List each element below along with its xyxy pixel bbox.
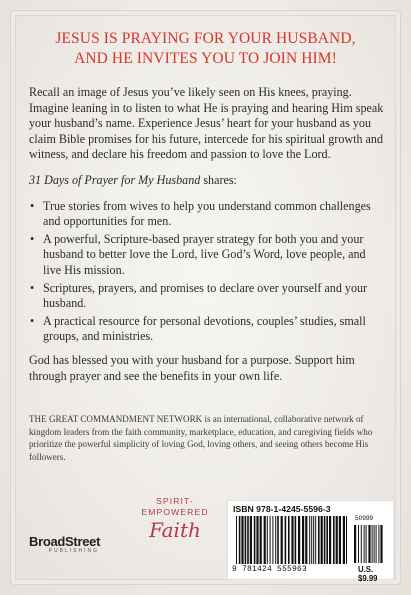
barcode-bar: [366, 525, 367, 563]
barcode-bar: [329, 516, 331, 564]
feature-list: [29, 199, 384, 345]
headline-line-2: AND HE INVITES YOU TO JOIN HIM!: [74, 50, 337, 67]
barcode-extension-bars: [354, 525, 386, 563]
barcode-bar: [256, 516, 258, 564]
barcode-bar: [305, 516, 307, 564]
barcode-bar: [245, 516, 247, 564]
barcode-bar: [368, 525, 370, 563]
barcode-bar: [361, 525, 362, 563]
barcode-bar: [346, 516, 347, 564]
barcode-bar: [264, 516, 266, 564]
barcode-bar: [281, 516, 283, 564]
list-item: • Scriptures, prayers, and promises to declare over yourself and your husband.: [29, 281, 384, 312]
publisher-logo-main: BroadStreet: [29, 534, 101, 549]
series-logo: [138, 496, 212, 541]
book-title: 31 Days of Prayer for My Husband: [29, 172, 201, 187]
barcode-bar: [374, 525, 375, 563]
barcode-bar: [295, 516, 297, 564]
barcode-bar: [267, 516, 268, 564]
barcode-bar: [309, 516, 310, 564]
barcode-bar: [318, 516, 320, 564]
barcode-bar: [336, 516, 338, 564]
barcode-bar: [298, 516, 300, 564]
barcode-bar: [315, 516, 316, 564]
shares-suffix: shares:: [200, 172, 237, 187]
barcode-bar: [288, 516, 290, 564]
barcode-bar: [272, 516, 273, 564]
publisher-logo: [29, 534, 99, 554]
barcode-bar: [291, 516, 293, 564]
barcode-bar: [364, 525, 365, 563]
barcode-bar: [333, 516, 335, 564]
barcode-bar: [326, 516, 328, 564]
barcode-bar: [378, 525, 379, 563]
barcode-bar: [380, 525, 382, 563]
barcode-bar: [250, 516, 252, 564]
network-description: THE GREAT COMMANDMENT NETWORK is an international, collaborative network of kingdom leaders from the faith community, marketplace, education, and caregiving fields who prioritize the powerful simplicity of loving God, loving others, and seeing others become His followers.: [29, 414, 373, 462]
headline-line-1: JESUS IS PRAYING FOR YOUR HUSBAND,: [55, 30, 356, 47]
barcode-bar: [343, 516, 345, 564]
barcode-bars: [236, 516, 348, 564]
barcode-bar: [339, 516, 341, 564]
series-logo-line-1: SPIRIT-: [156, 496, 194, 506]
barcode-bar: [241, 516, 243, 564]
barcode-bar: [270, 516, 271, 564]
barcode-bar: [275, 516, 276, 564]
price: U.S. $9.99: [358, 565, 378, 583]
barcode-bar: [285, 516, 287, 564]
barcode-bar: [313, 516, 314, 564]
barcode-bar: [254, 516, 256, 564]
publisher-logo-sub: PUBLISHING: [48, 548, 99, 554]
barcode-bar: [260, 516, 262, 564]
barcode-bar: [354, 525, 356, 563]
barcode-bar: [376, 525, 377, 563]
barcode-bar: [324, 516, 326, 564]
list-item: • A powerful, Scripture-based prayer strategy for both you and your husband to better love the Lord, live God’s Word, love people, and live His mission.: [29, 232, 384, 279]
closing-paragraph: God has blessed you with your husband for a purpose. Support him through prayer and see the benefits in your own life.: [29, 352, 355, 383]
barcode-digits: 9 781424 555963: [232, 565, 308, 574]
barcode-extension: 50999: [355, 515, 374, 522]
barcode: [227, 500, 394, 583]
barcode-bar: [277, 516, 279, 564]
description: [29, 85, 384, 394]
shares-intro: [29, 173, 384, 189]
barcode-bar: [372, 525, 373, 563]
headline: [22, 29, 389, 69]
list-item: • True stories from wives to help you understand common challenges and opportunities for men.: [29, 199, 384, 230]
barcode-bar: [239, 516, 241, 564]
isbn-label: ISBN 978-1-4245-5596-3: [233, 504, 331, 514]
barcode-bar: [302, 516, 304, 564]
series-logo-line-2: EMPOWERED: [141, 507, 209, 517]
barcode-bar: [247, 516, 249, 564]
barcode-bar: [236, 516, 237, 564]
list-item: • A practical resource for personal devotions, couples’ studies, small groups, and ministries.: [29, 314, 384, 345]
barcode-bar: [311, 516, 312, 564]
barcode-bar: [321, 516, 323, 564]
barcode-bar: [358, 525, 359, 563]
intro-paragraph: Recall an image of Jesus you’ve likely seen on His knees, praying. Imagine leaning in to listen to what He is praying and hearing Him speak your husband’s name. Experience Jesus’ heart for your husband as you claim Bible promises for his future, intercede for his spiritual growth and witness, and declare his freedom and passion to love the Lord.: [29, 85, 384, 162]
series-logo-line-3: Faith: [149, 518, 201, 542]
